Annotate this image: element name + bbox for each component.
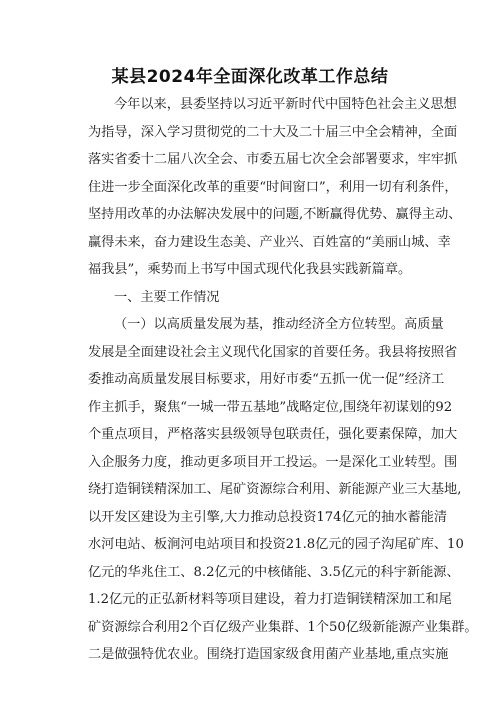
paragraph-line: 作主抓手，聚焦“一城一带五基地”战略定位,围绕年初谋划的92: [88, 399, 453, 415]
paragraph-line: 水河电站、板涧河电站项目和投资21.8亿元的园子沟尾矿库、10: [88, 537, 464, 552]
paragraph-line: 赢得未来，奋力建设生态美、产业兴、百姓富的“美丽山城、幸: [88, 234, 451, 250]
paragraph-line: 落实省委十二届八次全会、市委五届七次全会部署要求，牢牢抓: [88, 152, 458, 167]
paragraph-line: 个重点项目，严格落实县级领导包联责任，强化要素保障，加大: [88, 427, 458, 442]
paragraph-line: 福我县”，乘势而上书写中国式现代化我县实践新篇章。: [88, 262, 412, 277]
paragraph-line: 亿元的华兆住工、8.2亿元的中核储能、3.5亿元的科宇新能源、: [88, 564, 460, 580]
paragraph-line: 入企服务力度，推动更多项目开工投运。一是深化工业转型。围: [88, 454, 458, 470]
paragraph-line: 今年以来，县委坚持以习近平新时代中国特色社会主义思想: [114, 97, 457, 112]
paragraph-line: 住进一步全面深化改革的重要“时间窗口”，利用一切有利条件，: [88, 179, 458, 195]
paragraph-line: 以开发区建设为主引擎,大力推动总投资174亿元的抽水蓄能清: [88, 509, 448, 525]
paragraph-line: 为指导，深入学习贯彻党的二十大及二十届三中全会精神，全面: [88, 124, 458, 140]
paragraph-line: 矿资源综合利用2个百亿级产业集群、1个50亿级新能源产业集群。: [88, 619, 478, 635]
paragraph-line: 绕打造铜镁精深加工、尾矿资源综合利用、新能源产业三大基地,: [88, 482, 462, 497]
section-heading: 一、主要工作情况: [114, 289, 220, 305]
paragraph-line: （一）以高质量发展为基，推动经济全方位转型。高质量: [114, 317, 444, 332]
paragraph-line: 坚持用改革的办法解决发展中的问题,不断赢得优势、赢得主动、: [88, 207, 462, 222]
paragraph-line: 二是做强特优农业。围绕打造国家级食用菌产业基地,重点实施: [88, 647, 449, 662]
paragraph-line: 1.2亿元的正弘新材料等项目建设，着力打造铜镁精深加工和尾: [88, 592, 452, 607]
document-title: 某县2024年全面深化改革工作总结: [111, 67, 389, 87]
paragraph-line: 发展是全面建设社会主义现代化国家的首要任务。我县将按照省: [88, 344, 458, 360]
paragraph-line: 委推动高质量发展目标要求，用好市委“五抓一优一促”经济工: [88, 372, 445, 387]
